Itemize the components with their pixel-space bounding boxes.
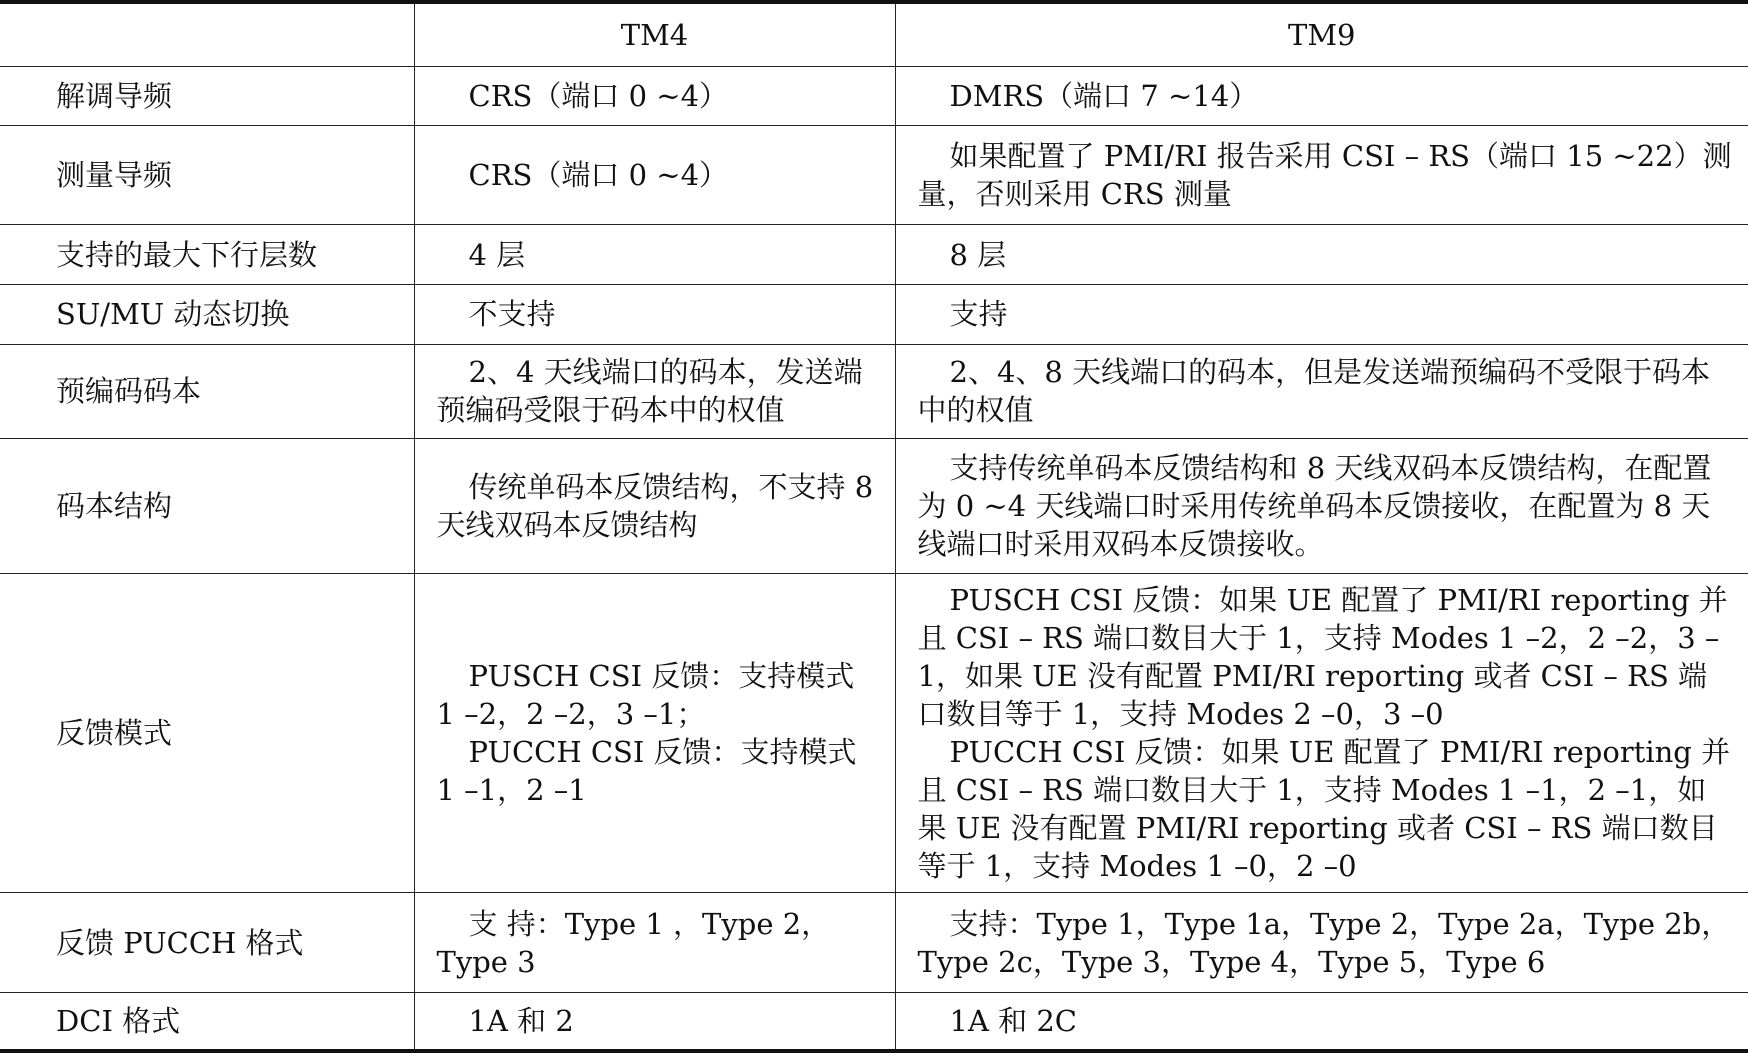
tm4-cell	[414, 284, 895, 344]
tm9-cell	[895, 438, 1748, 573]
table-row	[0, 126, 1748, 225]
cell-text: 1A 和 2C	[949, 1003, 1077, 1038]
cell-text: 2、4 天线端口的码本，发送端预编码受限于码本中的权值	[436, 355, 863, 428]
tm9-cell	[895, 126, 1748, 225]
tm9-cell	[895, 344, 1748, 438]
table-row	[0, 893, 1748, 992]
cell-text: CRS（端口 0 ~4）	[468, 158, 729, 193]
tm4-cell	[414, 992, 895, 1051]
cell-text: 4 层	[468, 237, 526, 272]
cell-text: PUSCH CSI 反馈：如果 UE 配置了 PMI/RI reporting 并且 CSI – RS 端口数目大于 1，支持 Modes 1 –2，2 –2，3 –1，如果 UE 没有配置 PMI/RI reporting 或者 CSI – RS 端口数目等于 1，支持 Modes 2 –0，3 –0	[917, 582, 1728, 731]
row-label: DCI 格式	[0, 992, 414, 1051]
tm4-cell	[414, 344, 895, 438]
header-blank-cell	[0, 2, 414, 67]
row-label: 解调导频	[0, 67, 414, 126]
table-row	[0, 225, 1748, 285]
tm4-cell	[414, 67, 895, 126]
header-tm4: TM4	[414, 2, 895, 67]
cell-text: PUCCH CSI 反馈：支持模式 1 –1，2 –1	[436, 734, 857, 807]
cell-text: 如果配置了 PMI/RI 报告采用 CSI – RS（端口 15 ~22）测量，否则采用 CRS 测量	[917, 139, 1732, 212]
cell-text: 不支持	[468, 297, 556, 332]
row-label: 测量导频	[0, 126, 414, 225]
tm9-cell	[895, 284, 1748, 344]
tm4-cell	[414, 438, 895, 573]
row-label: 反馈模式	[0, 573, 414, 893]
tm4-cell	[414, 893, 895, 992]
cell-text: PUCCH CSI 反馈：如果 UE 配置了 PMI/RI reporting 并且 CSI – RS 端口数目大于 1，支持 Modes 1 –1，2 –1，如果 UE 没有配置 PMI/RI reporting 或者 CSI – RS 端口数目等于 1，支持 Modes 1 –0，2 –0	[917, 734, 1731, 883]
tm9-cell	[895, 893, 1748, 992]
header-tm9: TM9	[895, 2, 1748, 67]
row-label: 支持的最大下行层数	[0, 225, 414, 285]
cell-text: 支持	[949, 297, 1008, 332]
table-row	[0, 67, 1748, 126]
cell-text: 支持传统单码本反馈结构和 8 天线双码本反馈结构，在配置为 0 ~4 天线端口时采用传统单码本反馈接收，在配置为 8 天线端口时采用双码本反馈接收。	[917, 450, 1712, 561]
tm4-cell	[414, 126, 895, 225]
cell-text: PUSCH CSI 反馈：支持模式 1 –2，2 –2，3 –1；	[436, 658, 855, 731]
row-label: 反馈 PUCCH 格式	[0, 893, 414, 992]
header-row	[0, 2, 1748, 67]
cell-text: 传统单码本反馈结构，不支持 8 天线双码本反馈结构	[436, 469, 874, 542]
tm9-cell	[895, 573, 1748, 893]
tm4-cell	[414, 573, 895, 893]
row-label: 预编码码本	[0, 344, 414, 438]
cell-text: 支 持：Type 1 ，Type 2，Type 3	[436, 906, 831, 979]
table-row	[0, 992, 1748, 1051]
table-row	[0, 573, 1748, 893]
tm9-cell	[895, 67, 1748, 126]
table-row	[0, 438, 1748, 573]
cell-text: 8 层	[949, 237, 1007, 272]
tm9-cell	[895, 225, 1748, 285]
tm9-cell	[895, 992, 1748, 1051]
tm4-cell	[414, 225, 895, 285]
table-row	[0, 284, 1748, 344]
cell-text: 2、4、8 天线端口的码本，但是发送端预编码不受限于码本中的权值	[917, 355, 1711, 428]
cell-text: DMRS（端口 7 ~14）	[949, 79, 1259, 114]
cell-text: CRS（端口 0 ~4）	[468, 79, 729, 114]
table-row	[0, 344, 1748, 438]
cell-text: 1A 和 2	[468, 1003, 574, 1038]
cell-text: 支持：Type 1，Type 1a，Type 2，Type 2a，Type 2b，Type 2c，Type 3，Type 4，Type 5，Type 6	[917, 906, 1731, 979]
row-label: SU/MU 动态切换	[0, 284, 414, 344]
row-label: 码本结构	[0, 438, 414, 573]
